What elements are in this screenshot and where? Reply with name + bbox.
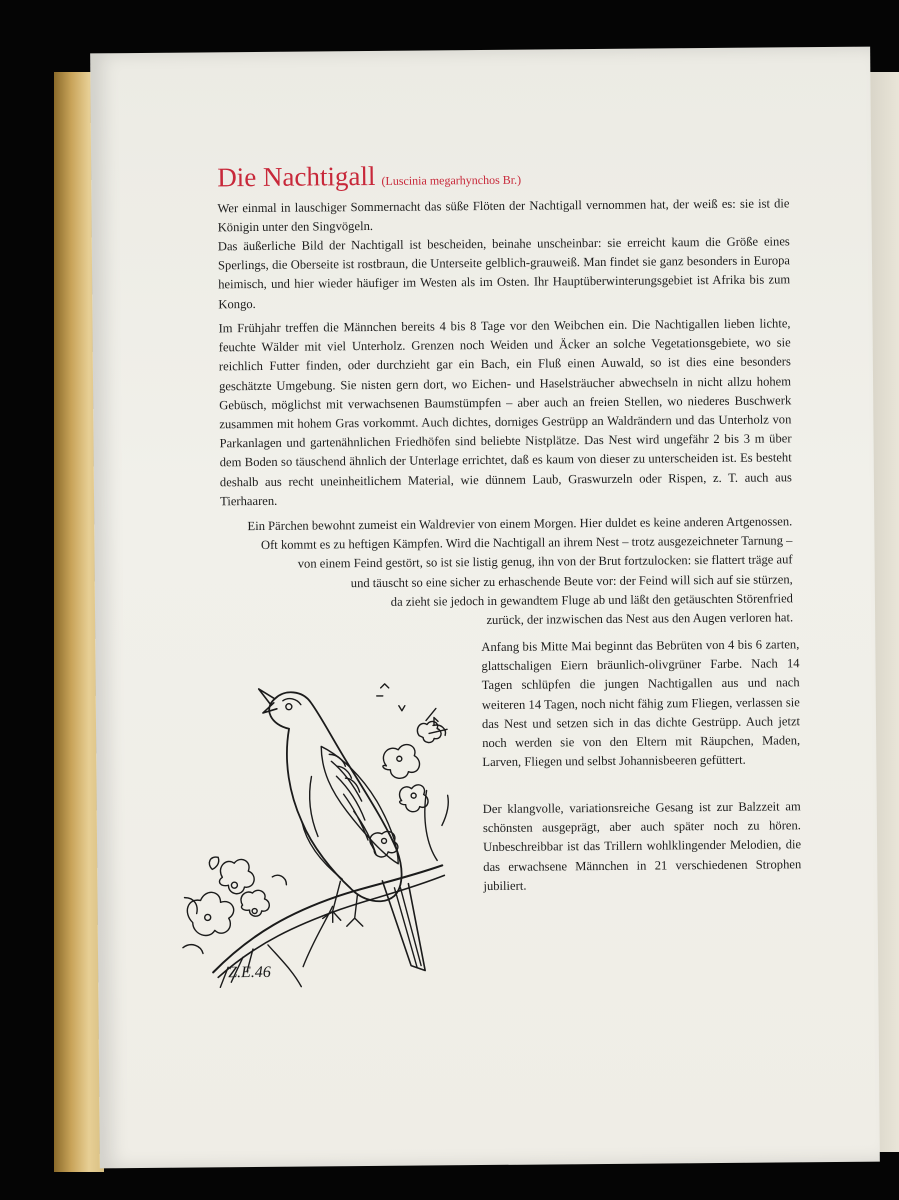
page-title <box>217 155 521 195</box>
paragraph-intro: Wer einmal in lauschiger Sommernacht das süße Flöten der Nachtigall vernommen hat, der weiß es: sie ist die Königin unter den Singvögeln. <box>217 196 790 235</box>
title-main: Die Nachtigall <box>217 160 376 193</box>
territory-line: und täuscht so eine sicher zu erhaschende Beute vor: der Feind will sich auf sie stürzen, <box>350 571 793 590</box>
paragraph-breeding: Anfang bis Mitte Mai beginnt das Bebrüten von 4 bis 6 zarten, glattschaligen Eiern bräunlich-olivgrüner Farbe. Nach 14 Tagen schlüpfen die jungen Nachtigallen aus und nach weiteren 14 Tagen, noch nicht fähig zum Fliegen, verlassen sie das Nest und setzen sich in das dichte Gestrüpp. Auch jetzt noch werden sie von den Eltern mit Räupchen, Maden, Larven, Fliegen und selbst Johannisbeeren gefüttert. <box>481 637 801 770</box>
illustration-signature: Z.E.46 <box>228 963 271 982</box>
paragraph-habitat: Im Frühjahr treffen die Männchen bereits 4 bis 8 Tage vor den Weibchen ein. Die Nachtigallen lieben lichte, feuchte Wälder mit viel Unterholz. Grenzen noch Weiden und Äcker an solche Vegetationsgebiete, wo sie reichlich Futter finden, oder durchzieht gar ein Bach, ein Fluß einen Auwald, so ist dies eine besonders geschätzte Umgebung. Sie nisten gern dort, wo Eichen- und Haselsträucher abwechseln in nicht allzu hohem Gebüsch, möglichst mit verwachsenen Baumstümpfen – aber auch an freien Stellen, wo niederes Buschwerk zusammen mit hohem Gras vorkommt. Auch dichtes, dorniges Gestrüpp an Waldrändern und das Unterholz von Parkanlagen und gartenähnlichen Friedhöfen sind beliebte Nistplätze. Das Nest wird ungefähr 2 bis 3 m über dem Boden so täuschend ähnlich der Unterlage errichtet, daß es kaum von dieser zu unterscheiden ist. Es besteht deshalb aus recht uneinheitlichem Material, wie dünnem Laub, Graswurzeln oder Rispen, z. T. auch aus Tierhaaren. <box>218 316 792 509</box>
book-page <box>90 47 880 1169</box>
territory-line: Ein Pärchen bewohnt zumeist ein Waldrevier von einem Morgen. Hier duldet es keine anderen Artgenossen. <box>247 514 793 534</box>
paragraph-song: Der klangvolle, variationsreiche Gesang ist zur Balzzeit am schönsten ausgeprägt, aber auch später noch zu hören. Unbeschreibbar ist das Trillern wohlklingender Melodien, die das erwachsene Männchen in 21 verschiedenen Strophen jubiliert. <box>482 799 802 893</box>
paragraph-appearance: Das äußerliche Bild der Nachtigall ist bescheiden, beinahe unscheinbar: sie erreicht kaum die Größe eines Sperlings, die Oberseite ist rostbraun, die Unterseite gelblich-grauweiß. Man findet sie ganz besonders in Europa heimisch, und hier wieder häufiger im Westen als im Osten. Ihr Hauptüberwinterungsgebiet ist Afrika bis zum Kongo. <box>217 234 791 311</box>
territory-line: Oft kommt es zu heftigen Kämpfen. Wird die Nachtigall an ihrem Nest – trotz ausgezeichneter Tarnung – <box>260 533 793 553</box>
territory-line: da zieht sie jedoch in gewandtem Fluge ab und läßt den getäuschten Störenfried <box>390 591 793 609</box>
title-latin-name: (Luscinia megarhynchos Br.) <box>381 172 522 188</box>
territory-line: zurück, der inzwischen das Nest aus den Augen verloren hat. <box>486 610 794 628</box>
paragraph-territory <box>220 512 793 632</box>
territory-line: von einem Feind gestört, so ist sie listig genug, ihn von der Brut fortzulocken: sie flattert träge auf <box>297 552 793 572</box>
nightingale-illustration <box>170 625 473 993</box>
